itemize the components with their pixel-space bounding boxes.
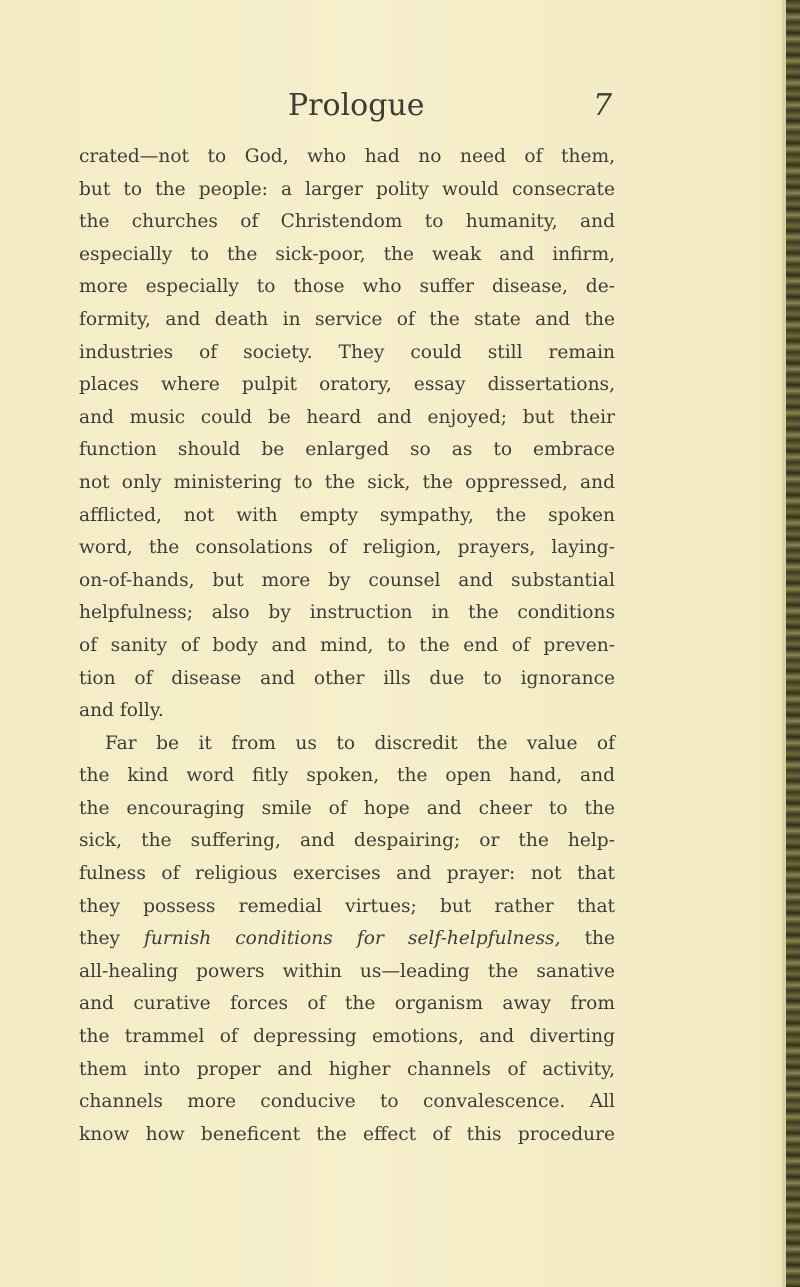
text-line: more especially to those who suffer disease, de-	[79, 276, 615, 298]
text-line: industries of society. They could still remain	[79, 341, 615, 363]
text-line: not only ministering to the sick, the oppressed, and	[79, 471, 615, 493]
text-line: know how beneficent the effect of this procedure	[79, 1123, 615, 1145]
line-end: the	[584, 928, 616, 950]
book-edge	[786, 0, 800, 1287]
text-line: tion of disease and other ills due to ignorance	[79, 667, 615, 689]
page-header	[0, 86, 800, 130]
text-line: of sanity of body and mind, to the end of preven-	[79, 634, 615, 656]
paragraph-1	[79, 141, 615, 728]
line-start: they	[79, 928, 120, 950]
text-line: Far be it from us to discredit the value of	[105, 732, 615, 754]
text-line: afflicted, not with empty sympathy, the spoken	[79, 504, 615, 526]
text-line: the trammel of depressing emotions, and diverting	[79, 1026, 615, 1048]
text-line: crated—not to God, who had no need of them,	[79, 146, 615, 167]
text-line: sick, the suffering, and despairing; or the help-	[79, 830, 615, 852]
text-line: places where pulpit oratory, essay dissertations,	[79, 374, 615, 396]
text-line: all-healing powers within us—leading the sanative	[79, 960, 615, 982]
text-line: fulness of religious exercises and prayer: not that	[79, 863, 615, 885]
text-line-italic	[79, 923, 615, 956]
text-line: on-of-hands, but more by counsel and substantial	[79, 569, 615, 591]
text-line: formity, and death in service of the state and the	[79, 308, 615, 330]
page-number: 7	[593, 88, 613, 123]
text-line: helpfulness; also by instruction in the conditions	[79, 602, 615, 624]
text-line: and folly.	[79, 700, 164, 722]
text-line: the churches of Christendom to humanity, and	[79, 211, 615, 233]
text-line: word, the consolations of religion, prayers, laying-	[79, 537, 615, 559]
text-line: the kind word fitly spoken, the open hand, and	[79, 765, 615, 787]
body-text	[79, 141, 615, 1151]
text-line: function should be enlarged so as to embrace	[79, 439, 615, 461]
text-line: channels more conducive to convalescence. All	[79, 1091, 615, 1113]
paragraph-2	[79, 728, 615, 1152]
text-line: but to the people: a larger polity would consecrate	[79, 178, 615, 200]
text-line: them into proper and higher channels of activity,	[79, 1058, 615, 1080]
text-line: and curative forces of the organism away from	[79, 993, 615, 1015]
text-line: and music could be heard and enjoyed; but their	[79, 406, 615, 428]
italic-phrase: furnish conditions for self-helpfulness,	[144, 928, 561, 950]
text-line: the encouraging smile of hope and cheer to the	[79, 797, 615, 819]
running-head: Prologue	[288, 88, 425, 123]
text-line: especially to the sick-poor, the weak and infirm,	[79, 243, 615, 265]
text-line: they possess remedial virtues; but rather that	[79, 895, 615, 917]
